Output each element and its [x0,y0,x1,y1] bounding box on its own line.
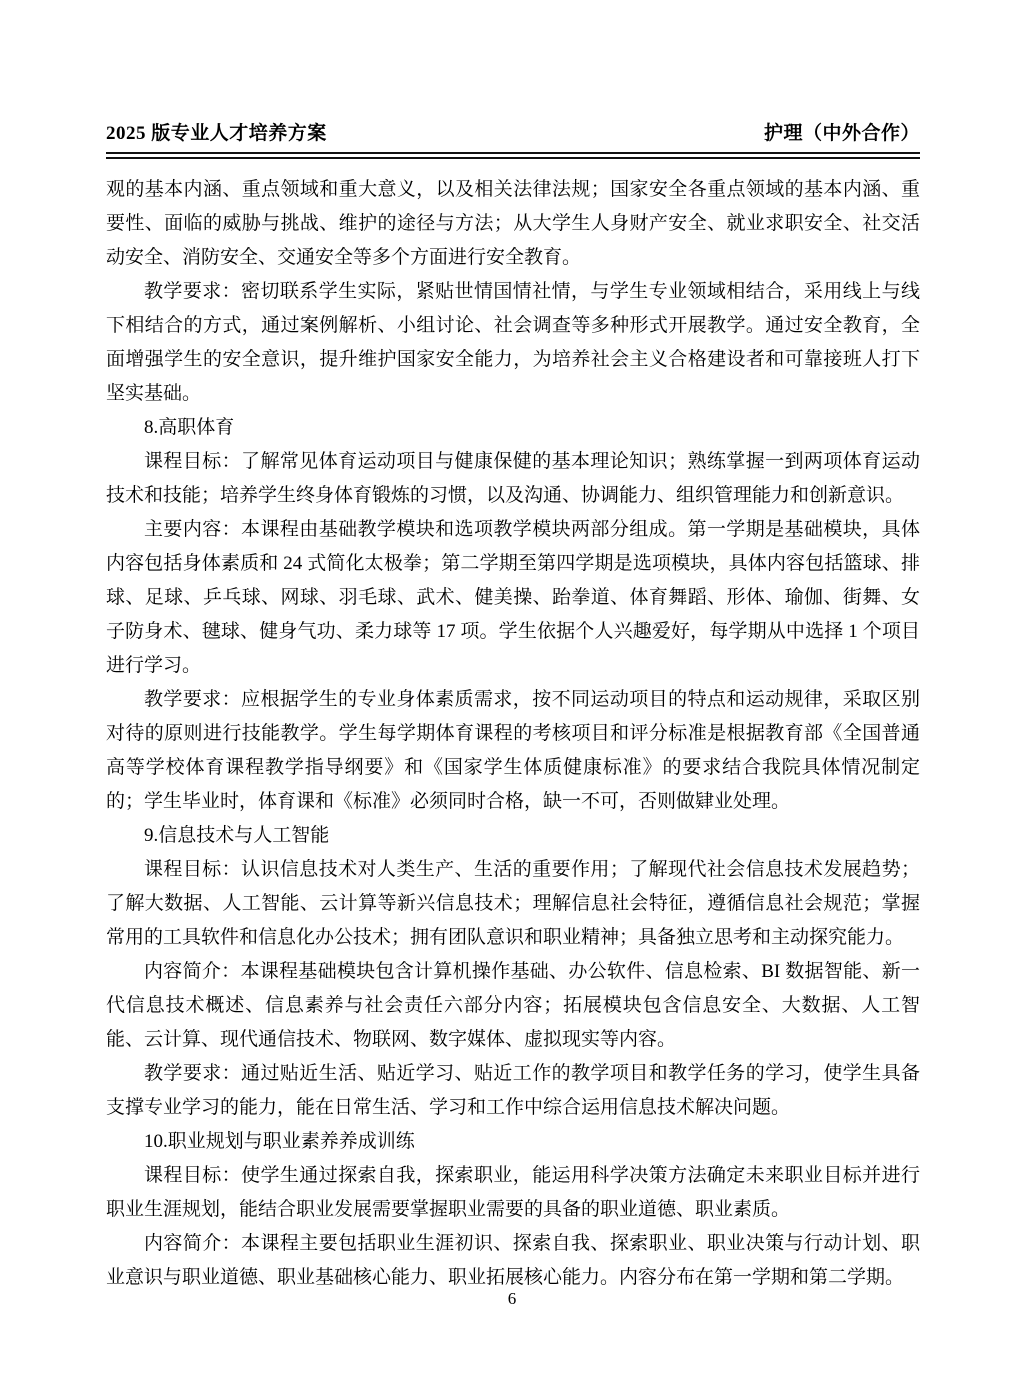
paragraph-it-content-intro: 内容简介：本课程基础模块包含计算机操作基础、办公软件、信息检索、BI 数据智能、新一代信息技术概述、信息素养与社会责任六部分内容；拓展模块包含信息安全、大数据、人工智能、云计算、现代通信技术、物联网、数字媒体、虚拟现实等内容。 [106,961,920,1050]
document-body [106,173,920,1295]
page-header [106,0,920,159]
header-document-title: 2025 版专业人才培养方案 [106,123,327,144]
paragraph-continuation: 观的基本内涵、重点领域和重大意义，以及相关法律法规；国家安全各重点领域的基本内涵、重要性、面临的威胁与挑战、维护的途径与方法；从大学生人身财产安全、就业求职安全、社交活动安全、消防安全、交通安全等多个方面进行安全教育。 [106,179,920,268]
header-rule [106,152,920,159]
course-heading-career-planning: 10.职业规划与职业素养养成训练 [144,1131,415,1152]
page-number: 6 [507,1289,517,1308]
paragraph-pe-main-content: 主要内容：本课程由基础教学模块和选项教学模块两部分组成。第一学期是基础模块，具体内容包括身体素质和 24 式简化太极拳；第二学期至第四学期是选项模块，具体内容包括篮球、排球、足球、乒乓球、网球、羽毛球、武术、健美操、跆拳道、体育舞蹈、形体、瑜伽、街舞、女子防身术、毽球、健身气功、柔力球等 17 项。学生依据个人兴趣爱好，每学期从中选择 1 个项目进行学习。 [106,519,920,676]
page-footer [0,1289,1024,1309]
paragraph-it-teaching-requirements: 教学要求：通过贴近生活、贴近学习、贴近工作的教学项目和教学任务的学习，使学生具备支撑专业学习的能力，能在日常生活、学习和工作中综合运用信息技术解决问题。 [106,1063,920,1118]
paragraph-teaching-requirements-security: 教学要求：密切联系学生实际，紧贴世情国情社情，与学生专业领域相结合，采用线上与线下相结合的方式，通过案例解析、小组讨论、社会调查等多种形式开展教学。通过安全教育，全面增强学生的安全意识，提升维护国家安全能力，为培养社会主义合格建设者和可靠接班人打下坚实基础。 [106,281,920,404]
paragraph-pe-teaching-requirements: 教学要求：应根据学生的专业身体素质需求，按不同运动项目的特点和运动规律，采取区别对待的原则进行技能教学。学生每学期体育课程的考核项目和评分标准是根据教育部《全国普通高等学校体育课程教学指导纲要》和《国家学生体质健康标准》的要求结合我院具体情况制定的；学生毕业时，体育课和《标准》必须同时合格，缺一不可，否则做肄业处理。 [106,689,920,812]
course-heading-it-ai: 9.信息技术与人工智能 [144,825,330,846]
header-row [106,118,920,145]
course-heading-pe: 8.高职体育 [144,417,235,438]
paragraph-career-content-intro: 内容简介：本课程主要包括职业生涯初识、探索自我、探索职业、职业决策与行动计划、职业意识与职业道德、职业基础核心能力、职业拓展核心能力。内容分布在第一学期和第二学期。 [106,1233,920,1288]
paragraph-pe-objectives: 课程目标：了解常见体育运动项目与健康保健的基本理论知识；熟练掌握一到两项体育运动技术和技能；培养学生终身体育锻炼的习惯，以及沟通、协调能力、组织管理能力和创新意识。 [106,451,920,506]
header-program-title: 护理（中外合作） [763,123,920,144]
paragraph-career-objectives: 课程目标：使学生通过探索自我，探索职业，能运用科学决策方法确定未来职业目标并进行职业生涯规划，能结合职业发展需要掌握职业需要的具备的职业道德、职业素质。 [106,1165,920,1220]
paragraph-it-objectives: 课程目标：认识信息技术对人类生产、生活的重要作用；了解现代社会信息技术发展趋势；了解大数据、人工智能、云计算等新兴信息技术；理解信息社会特征，遵循信息社会规范；掌握常用的工具软件和信息化办公技术；拥有团队意识和职业精神；具备独立思考和主动探究能力。 [106,859,920,948]
